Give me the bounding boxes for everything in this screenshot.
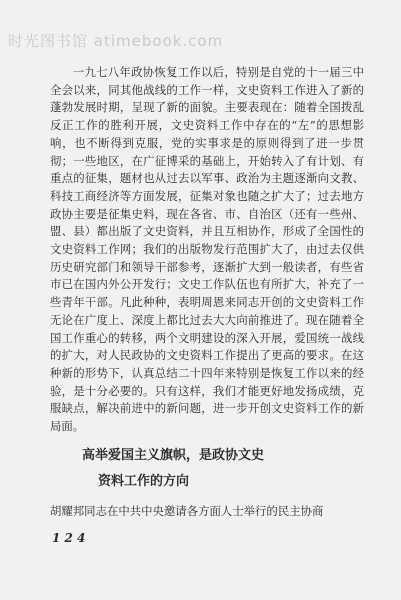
section-heading-line-2: 资料工作的方向 xyxy=(98,474,190,489)
body-paragraph: 一九七八年政协恢复工作以后，特别是自党的十一届三中全会以来，同其他战线的工作一样，文史资料工作进入了新的蓬勃发展时期，呈现了新的面貌。主要表现在：随着全国拨乱反正工作的胜利开展，文史资料工作中存在的“左”的思想影响，也不断得到克服，党的实事求是的原则得到了进一步贯彻；一些地区，在广征博采的基础上，开始转入了有计划、有重点的征集，题材也从过去以军事、政治为主题逐渐向文教、科技工商经济等方面发展，征集对象也随之扩大了；过去地方政协主要是征集史料，现在各省、市、自治区（还有一些州、盟、县）都出版了文史资料，并且互相协作，形成了全国性的文史资料工作网；我们的出版物发行范围扩大了，由过去仅供历史研究部门和领导干部参考，逐渐扩大到一般读者，有些省市已在国内外公开发行；文史工作队伍也有所扩大，补充了一些青年干部。凡此种种，表明周恩来同志开创的文史资料工作无论在广度上、深度上都比过去大大向前推进了。现在随着全国工作重心的转移，两个文明建设的深入开展，爱国统一战线的扩大，对人民政协的文史资料工作提出了更高的要求。在这种新的形势下，认真总结二十四年来特别是恢复工作以来的经验，是十分必要的。只有这样，我们才能更好地发扬成绩，克服缺点，解决前进中的新问题，进一步开创文史资料工作的新局面。 xyxy=(50,65,364,434)
body-line-continued: 胡耀邦同志在中共中央邀请各方面人士举行的民主协商 xyxy=(50,504,324,518)
section-heading-line-1: 高举爱国主义旗帜，是政协文史 xyxy=(82,448,265,463)
page-number: 1 2 4 xyxy=(52,531,86,545)
watermark: 时光图书馆 atimebook.com xyxy=(8,32,224,50)
